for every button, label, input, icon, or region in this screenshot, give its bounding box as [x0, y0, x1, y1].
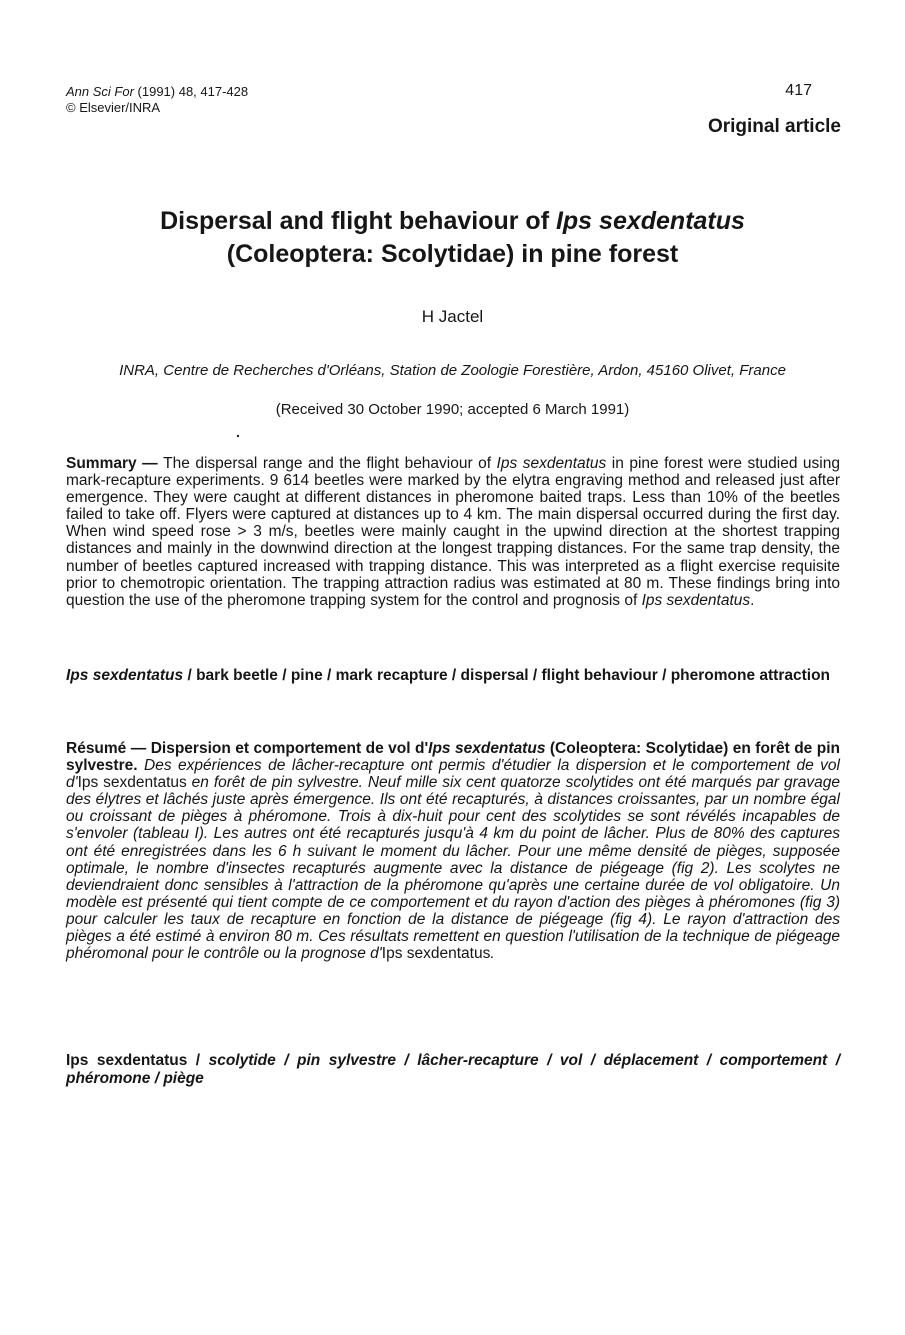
article-title-line-1: Dispersal and flight behaviour of Ips sexdentatus	[160, 207, 745, 235]
keywords-english: Ips sexdentatus / bark beetle / pine / mark recapture / dispersal / flight behaviour / pheromone attraction	[66, 667, 831, 684]
received-dates: (Received 30 October 1990; accepted 6 March 1991)	[275, 401, 630, 418]
copyright-notice: © Elsevier/INRA	[66, 100, 161, 115]
article-type-label: Original article	[707, 116, 841, 137]
journal-header	[66, 84, 248, 116]
stray-mark: .	[236, 424, 240, 440]
summary-paragraph: Summary — The dispersal range and the flight behaviour of Ips sexdentatus in pine forest were studied using mark-recapture experiments. 9 614 beetles were marked by the elytra engraving method and released just after emergence. They were caught at different distances in pheromone baited traps. Less than 10% of the beetles failed to take off. Flyers were captured at distances up to 4 km. The main dispersal occurred during the first day. When wind speed rose > 3 m/s, beetles were mainly caught in the upwind direction at the shortest trapping distances and mainly in the downwind direction at the longest trapping distances. For the same trap density, the number of beetles captured increased with trapping distance. This was interpreted as a flight exercise requisite prior to chemotropic orientation. The trapping attraction radius was estimated at 80 m. These findings bring into question the use of the pheromone trapping system for the control and prognosis of Ips sexdentatus.	[66, 455, 840, 609]
affiliation: INRA, Centre de Recherches d'Orléans, Station de Zoologie Forestière, Ardon, 45160 Olivet, France	[119, 362, 786, 379]
journal-reference: Ann Sci For (1991) 48, 417-428	[66, 84, 249, 99]
article-title	[0, 205, 905, 271]
article-title-line-2: (Coleoptera: Scolytidae) in pine forest	[226, 240, 679, 268]
keywords-french: Ips sexdentatus / scolytide / pin sylvestre / lâcher-recapture / vol / déplacement / comportement / phéromone / piège	[66, 1052, 840, 1087]
page-number: 417	[785, 82, 812, 99]
resume-paragraph: Résumé — Dispersion et comportement de vol d'Ips sexdentatus (Coleoptera: Scolytidae) en forêt de pin sylvestre. Des expériences de lâcher-recapture ont permis d'étudier la dispersion et le comportement de vol d'Ips sexdentatus en forêt de pin sylvestre. Neuf mille six cent quatorze scolytides ont été marqués par gravage des élytres et lâchés juste après émergence. Ils ont été recapturés, à distances croissantes, par un nombre égal ou croissant de pièges à phéromone. Trois à dix-huit pour cent des scolytides se sont révélés incapables de s'envoler (tableau I). Les autres ont été recapturés jusqu'à 4 km du point de lâcher. Plus de 80% des captures ont été enregistrées dans les 6 h suivant le moment du lâcher. Pour une même densité de pièges, supposée optimale, le nombre d'insectes recapturés augmente avec la distance de piégeage (fig 2). Les scolytes ne deviendraient donc sensibles à l'attraction de la phéromone qu'après une certaine durée de vol obligatoire. Un modèle est présenté qui tient compte de ce comportement et du rayon d'action des pièges à phéromones (fig 3) pour calculer les taux de recapture en fonction de la distance de piégeage (fig 4). Le rayon d'attraction des pièges a été estimé à environ 80 m. Ces résultats remettent en question l'utilisation de la technique de piégeage phéromonal pour le contrôle ou la prognose d'Ips sexdentatus.	[66, 740, 840, 963]
author-name: H Jactel	[421, 307, 484, 326]
